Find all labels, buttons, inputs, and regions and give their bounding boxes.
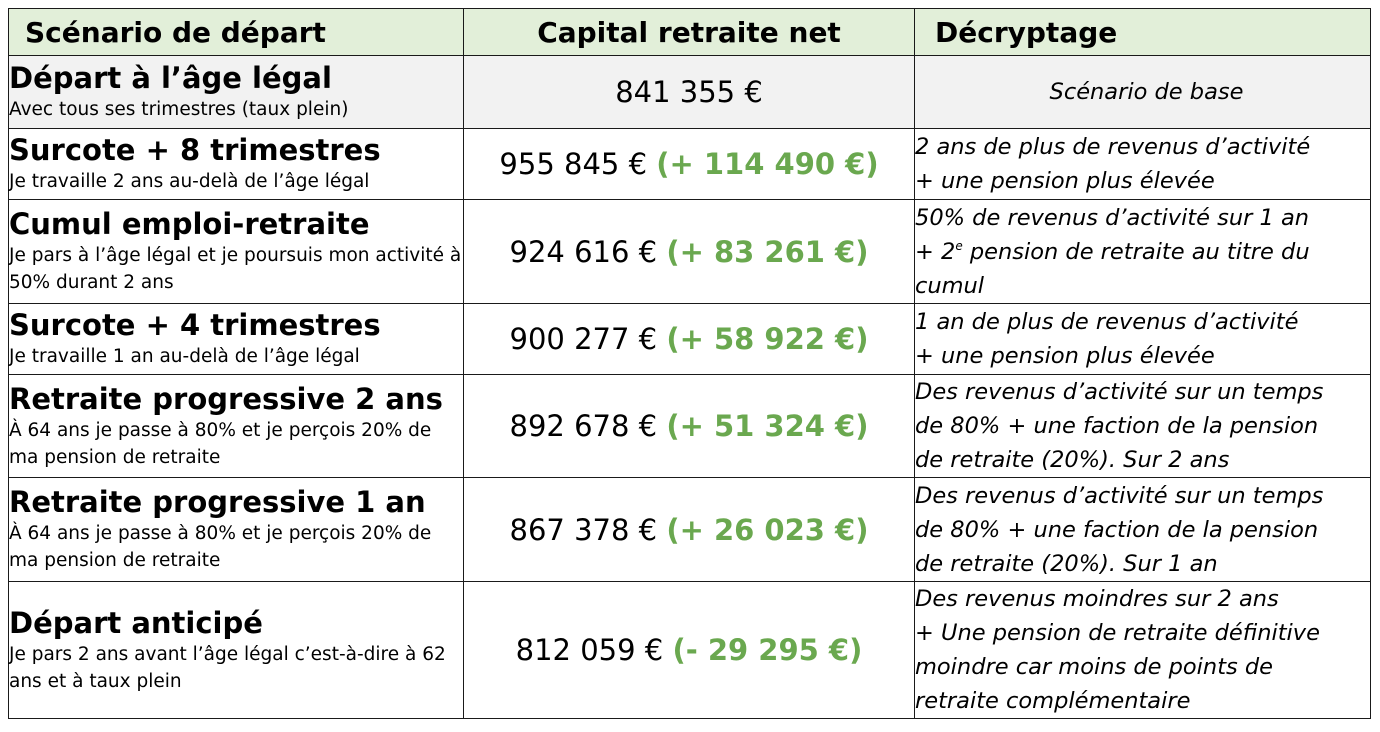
header-row [9,9,1371,56]
scenario-description: Avec tous ses trimestres (taux plein) [9,99,349,120]
scenario-cell [9,56,464,129]
decryptage-line: cumul [915,272,985,299]
scenario-title: Retraite progressive 2 ans [9,381,443,416]
scenario-cell [9,478,464,582]
scenario-title: Cumul emploi-retraite [9,207,370,241]
capital-cell [464,582,915,719]
decryptage-line: moindre car moins de points de [915,654,1274,680]
decryptage-cell [915,478,1371,582]
decryptage-line: Des revenus d’activité sur un temps [915,379,1324,405]
decryptage-line: 1 an de plus de revenus d’activité [915,309,1299,335]
capital-value: 841 355 € [615,75,763,109]
decryptage-line: de 80% + une faction de la pension [915,413,1319,439]
decryptage-line: Des revenus d’activité sur un temps [915,482,1324,509]
decryptage-line: + une pension plus élevée [915,168,1215,194]
scenario-title: Surcote + 4 trimestres [9,308,381,342]
capital-value: 900 277 € [509,322,658,356]
decryptage-cell [915,304,1371,375]
capital-value: 924 616 € [509,234,658,269]
scenario-description: À 64 ans je passe à 80% et je perçois 20% de ma pension de retraite [9,419,432,468]
decryptage-line: Des revenus moindres sur 2 ans [915,586,1279,612]
decryptage-text: + 2 [915,238,956,265]
decryptage-cell [915,582,1371,719]
capital-cell [464,375,915,478]
table-row [9,304,1371,375]
superscript-e: e [955,238,963,253]
capital-delta: (+ 26 023 €) [666,512,869,547]
table-row [9,129,1371,200]
capital-cell [464,129,915,200]
scenario-title: Départ anticipé [9,605,263,640]
capital-cell [464,478,915,582]
capital-value: 955 845 € [499,147,648,181]
decryptage-cell [915,375,1371,478]
header-capital: Capital retraite net [464,9,915,56]
scenario-title: Retraite progressive 1 an [9,485,426,519]
decryptage-line: 2 ans de plus de revenus d’activité [915,134,1311,160]
table-row [9,375,1371,478]
scenario-cell [9,129,464,200]
table-row [9,56,1371,129]
scenario-cell [9,375,464,478]
decryptage-line: de retraite (20%). Sur 2 ans [915,447,1230,473]
decryptage-line: 50% de revenus d’activité sur 1 an [915,204,1310,231]
decryptage-line: + Une pension de retraite définitive [915,620,1320,646]
decryptage-line: + une pension plus élevée [915,343,1215,369]
scenario-description: À 64 ans je passe à 80% et je perçois 20% de ma pension de retraite [9,523,432,571]
table-row [9,200,1371,304]
table-row [9,582,1371,719]
scenario-description: Je pars 2 ans avant l’âge légal c’est-à-dire à 62 ans et à taux plein [9,643,446,692]
capital-delta: (+ 114 490 €) [656,147,879,181]
scenario-title: Départ à l’âge légal [9,61,332,95]
retirement-scenarios-table [8,8,1371,719]
decryptage-cell [915,129,1371,200]
decryptage-line: de 80% + une faction de la pension [915,516,1319,543]
capital-value: 812 059 € [515,633,664,667]
scenario-cell [9,304,464,375]
scenario-cell [9,582,464,719]
scenario-title: Surcote + 8 trimestres [9,133,381,167]
capital-cell [464,304,915,375]
capital-delta: (+ 51 324 €) [666,409,869,443]
scenario-description: Je pars à l’âge légal et je poursuis mon activité à 50% durant 2 ans [9,245,462,293]
scenario-cell [9,200,464,304]
capital-cell [464,56,915,129]
capital-cell [464,200,915,304]
decryptage-cell [915,200,1371,304]
capital-delta: (+ 83 261 €) [666,234,869,269]
scenario-description: Je travaille 1 an au-delà de l’âge légal [9,346,360,367]
decryptage-line [915,235,1370,269]
decryptage-line: Scénario de base [1049,79,1244,105]
decryptage-line: de retraite (20%). Sur 1 an [915,550,1218,577]
decryptage-cell [915,56,1371,129]
capital-delta: (+ 58 922 €) [666,322,869,356]
scenario-description: Je travaille 2 ans au-delà de l’âge légal [9,171,370,192]
decryptage-text: pension de retraite au titre du [962,238,1310,265]
header-scenario: Scénario de départ [9,9,464,56]
capital-value: 867 378 € [509,512,658,547]
decryptage-line: retraite complémentaire [915,688,1191,714]
capital-delta: (- 29 295 €) [672,633,863,667]
header-decryptage: Décryptage [915,9,1371,56]
table-row [9,478,1371,582]
capital-value: 892 678 € [509,409,658,443]
